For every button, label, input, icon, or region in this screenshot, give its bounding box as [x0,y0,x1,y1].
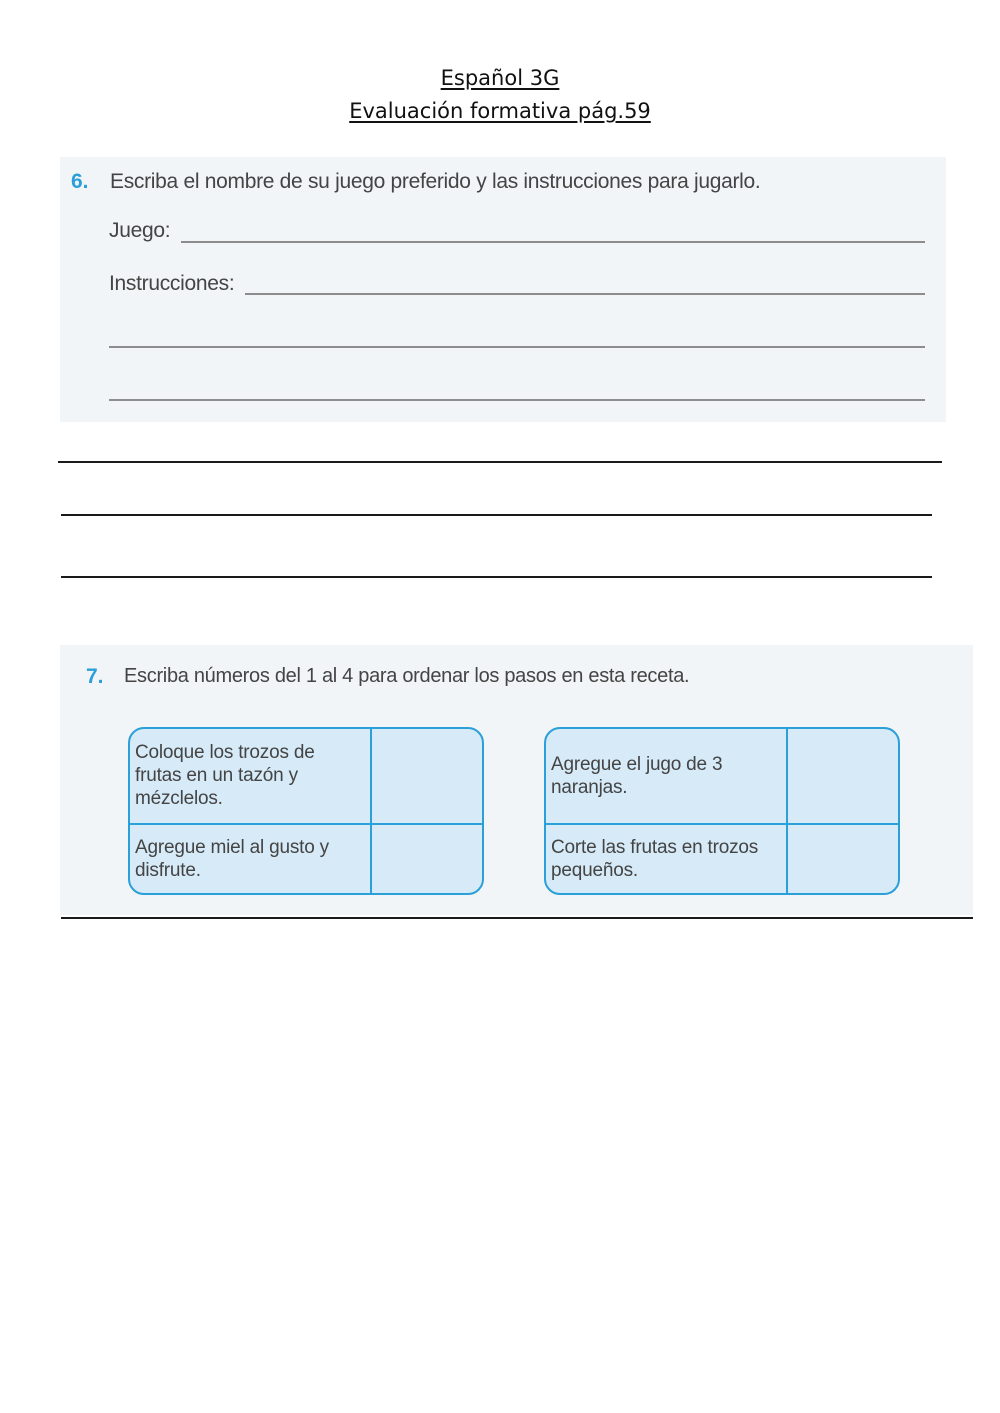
assessment-title: Evaluación formativa pág.59 [349,99,651,123]
recipe-step-text: Corte las frutas en trozos pequeños. [551,837,759,881]
step-order-blank[interactable] [788,729,898,823]
instructions-answer-line[interactable] [109,346,925,348]
recipe-step-text: Agregue miel al gusto y disfrute. [135,837,329,881]
question-6-number: 6. [71,170,89,193]
recipe-steps-box-left [128,727,484,895]
writing-line[interactable] [61,917,973,919]
step-order-blank[interactable] [788,825,898,895]
step-order-blank[interactable] [372,729,482,823]
question-7-number: 7. [86,665,104,688]
question-6-panel [60,157,946,422]
recipe-step-text: Agregue el jugo de 3 naranjas. [551,754,723,798]
step-order-blank[interactable] [372,825,482,895]
worksheet-header [0,62,1000,128]
question-7-prompt: Escriba números del 1 al 4 para ordenar los pasos en esta receta. [124,665,690,687]
instructions-answer-line[interactable] [245,293,925,295]
writing-line[interactable] [58,461,942,463]
question-6-prompt: Escriba el nombre de su juego preferido y las instrucciones para jugarlo. [110,170,761,193]
writing-line[interactable] [61,576,932,578]
recipe-steps-box-right [544,727,900,895]
game-answer-line[interactable] [181,241,925,243]
recipe-step-text: Coloque los trozos de frutas en un tazón y mézclelos. [135,742,315,809]
course-title: Español 3G [440,66,560,90]
writing-line[interactable] [61,514,932,516]
game-label: Juego: [109,219,171,242]
instructions-label: Instrucciones: [109,272,235,295]
instructions-answer-line[interactable] [109,399,925,401]
